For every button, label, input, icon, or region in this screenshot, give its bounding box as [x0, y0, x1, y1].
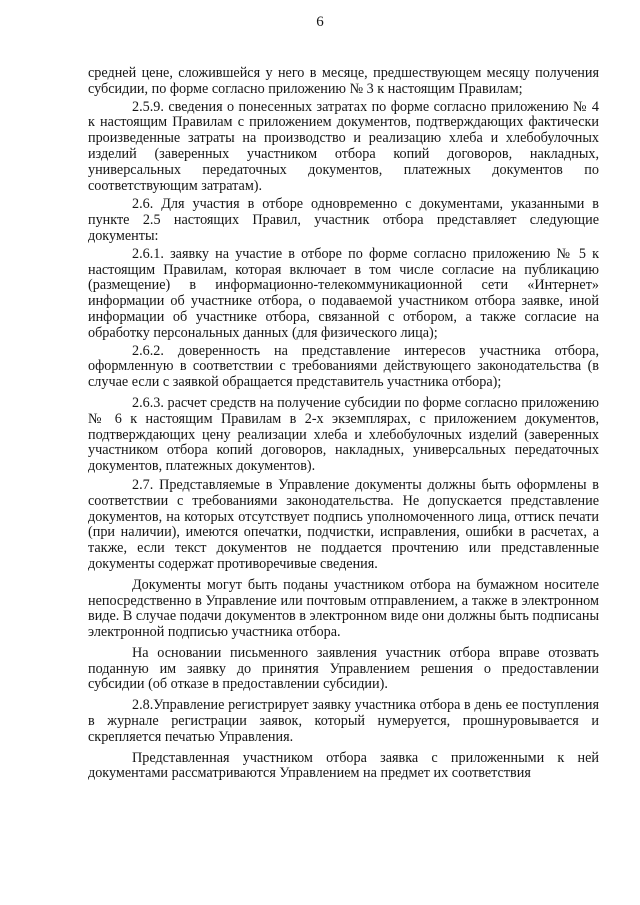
paragraph-2-7: 2.7. Представляемые в Управление документы должны быть оформлены в соответствии с требованиями законодательства. Не допускается представление документов, на которых отсутствует подпись уполномоченного лица, оттиск печати (при наличии), имеются опечатки, подчистки, исправления, ошибки в расчетах, а также, если текст документов не поддается прочтению или представленные документы содержат противоречивые сведения. [88, 476, 599, 572]
paragraph-2-8: 2.8.Управление регистрирует заявку участника отбора в день ее поступления в журнале регистрации заявок, который нумеруется, прошнуровывается и скрепляется печатью Управления. [88, 697, 599, 745]
paragraph-submission-methods: Документы могут быть поданы участником отбора на бумажном носителе непосредственно в Управление или почтовым отправлением, а также в электронном виде. В случае подачи документов в электронном виде они должны быть подписаны электронной подписью участника отбора. [88, 576, 599, 641]
paragraph-2-6-3: 2.6.3. расчет средств на получение субсидии по форме согласно приложению № 6 к настоящим Правилам в 2-х экземплярах, с приложением документов, подтверждающих цену реализации хлеба и хлебобулочных изделий (заверенных участником отбора копий договоров, накладных, универсальных передаточных документов, платежных документов). [88, 394, 599, 475]
document-body [88, 66, 599, 782]
paragraph-continuation: средней цене, сложившейся у него в месяце, предшествующем месяцу получения субсидии, по форме согласно приложению № 3 к настоящим Правилам; [88, 65, 599, 97]
page-number: 6 [316, 14, 324, 30]
paragraph-2-6-1: 2.6.1. заявку на участие в отборе по форме согласно приложению № 5 к настоящим Правилам, которая включает в том числе согласие на публикацию (размещение) в информационно-телекоммуникационной сети «Интернет» информации об участнике отбора, о подаваемой участником отбора заявке, иной информации об участнике отбора, связанной с отбором, а также согласие на обработку персональных данных (для физического лица); [88, 245, 599, 341]
paragraph-2-6-2: 2.6.2. доверенность на представление интересов участника отбора, оформленную в соответствии с требованиями действующего законодательства (в случае если с заявкой обращается представитель участника отбора); [88, 342, 599, 391]
paragraph-withdrawal: На основании письменного заявления участник отбора вправе отозвать поданную им заявку до принятия Управлением решения о предоставлении субсидии (об отказе в предоставлении субсидии). [88, 644, 599, 693]
paragraph-2-6: 2.6. Для участия в отборе одновременно с документами, указанными в пункте 2.5 настоящих Правил, участник отбора представляет следующие документы: [88, 196, 599, 244]
paragraph-review: Представленная участником отбора заявка с приложенными к ней документами рассматриваются Управлением на предмет их соответствия [88, 749, 599, 782]
paragraph-2-5-9: 2.5.9. сведения о понесенных затратах по форме согласно приложению № 4 к настоящим Правилам с приложением документов, подтверждающих фактически произведенные затраты на производство и реализацию хлеба и хлебобулочных изделий (заверенных участником отбора копий договоров, накладных, универсальных передаточных документов, платежных документов по соответствующим затратам). [88, 98, 599, 194]
